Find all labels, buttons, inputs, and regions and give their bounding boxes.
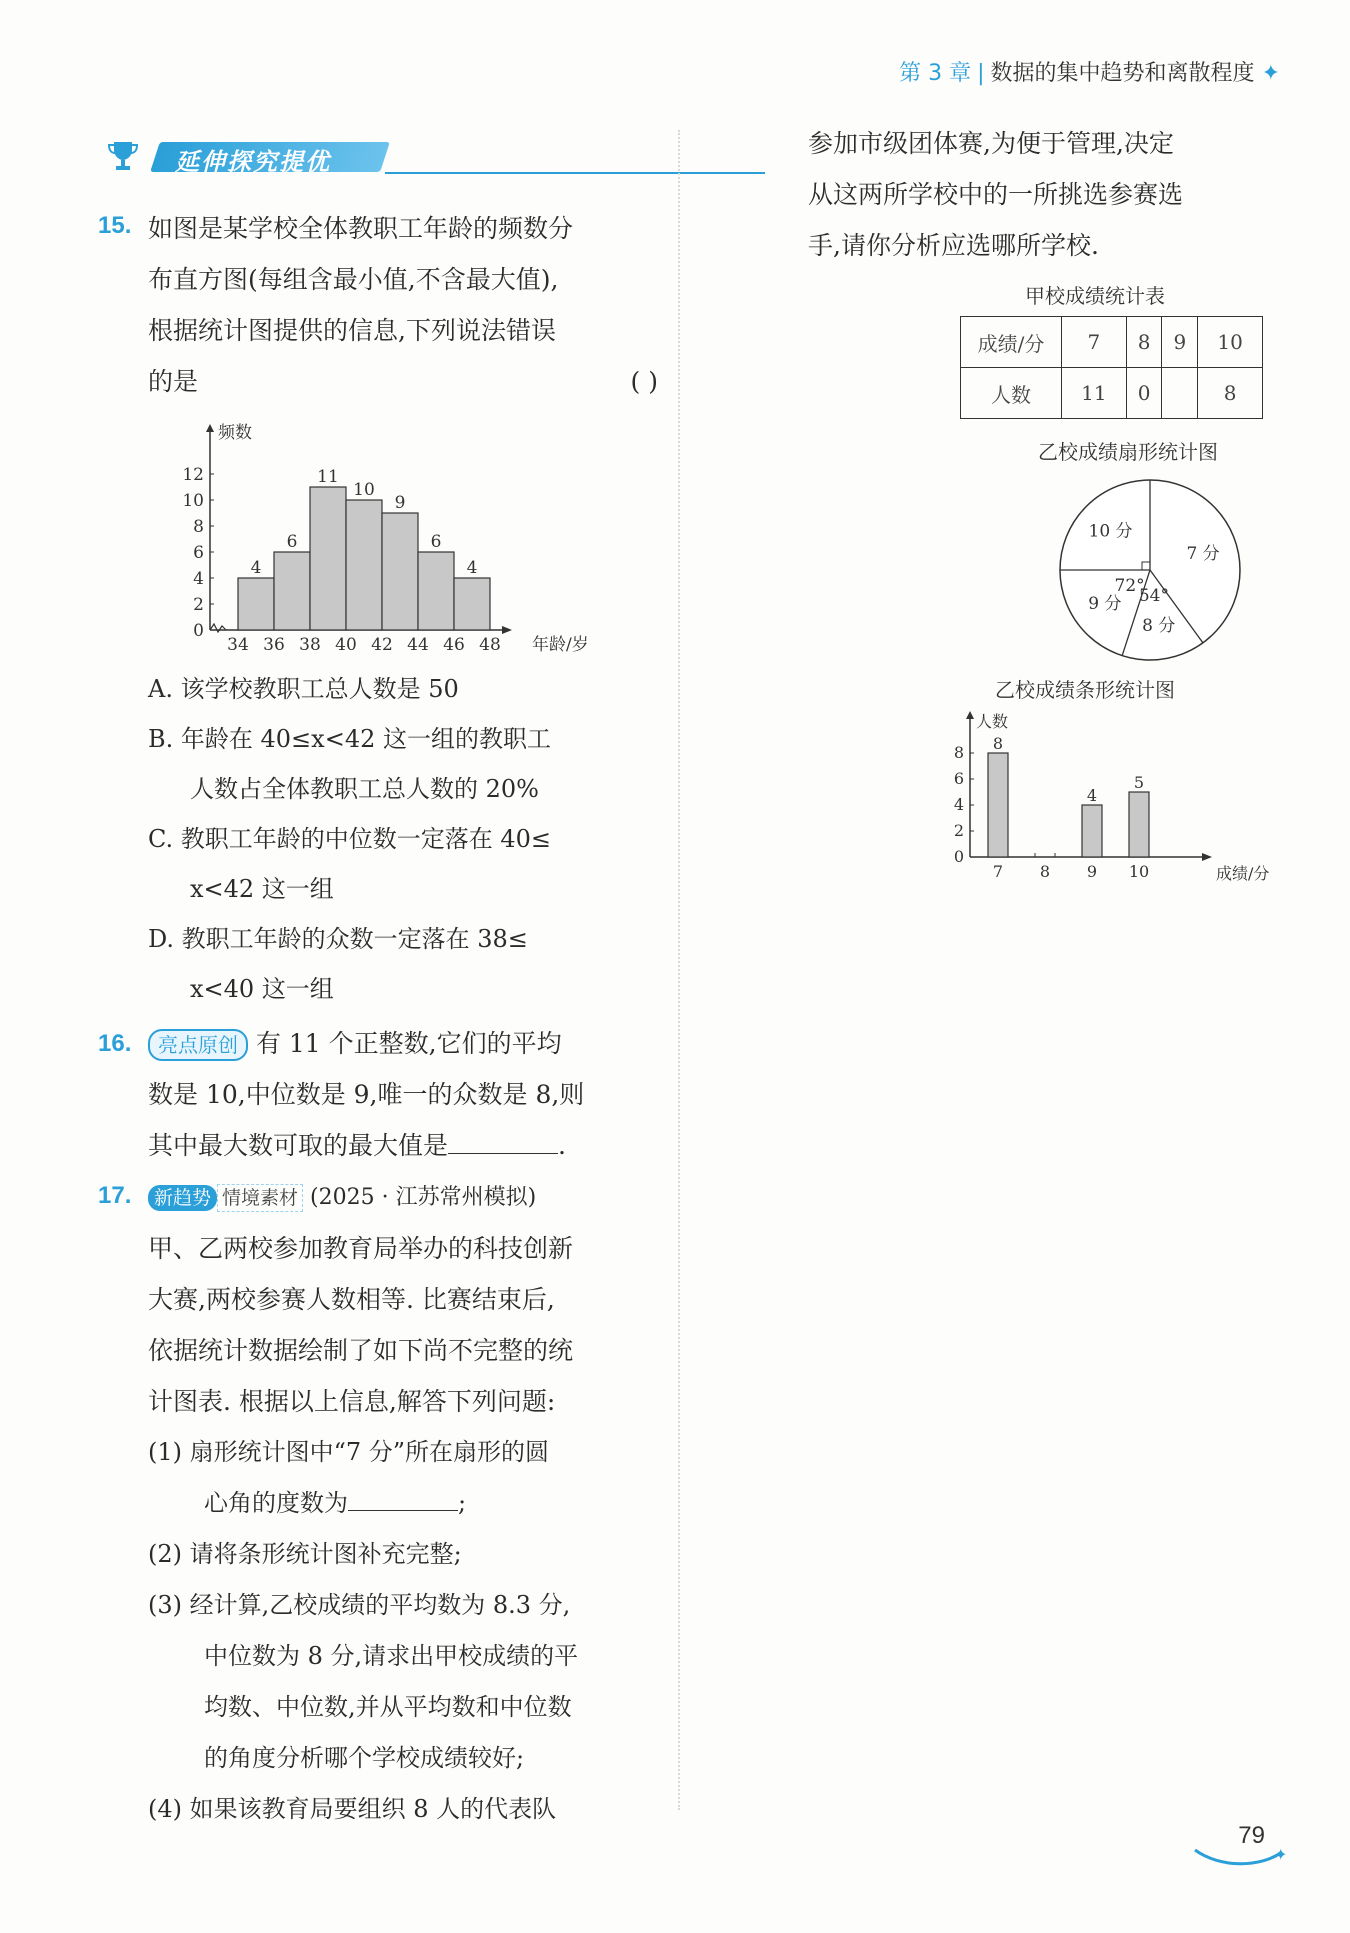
part-2: (2) 请将条形统计图补充完整; (148, 1540, 462, 1568)
part-1: (1) 扇形统计图中“7 分”所在扇形的圆 心角的度数为 ; (148, 1438, 550, 1517)
y-tick-label: 0 (193, 621, 204, 641)
x-axis-label: 成绩/分 (1216, 864, 1270, 883)
table-cell: 10 (1198, 317, 1263, 368)
bar (988, 753, 1008, 857)
trend-tag: 新趋势 (148, 1185, 217, 1211)
bar-value-label: 10 (353, 480, 375, 500)
pie-slice-label: 7 分 (1186, 543, 1220, 564)
question-number-17: 17. (98, 1182, 132, 1209)
bar-value-label: 6 (286, 532, 298, 552)
bar-value-label: 9 (394, 493, 406, 513)
y-tick-label: 6 (193, 543, 204, 563)
page-number: 79 (1238, 1822, 1265, 1849)
sparkle-icon: ✦ (1261, 61, 1280, 86)
section-title: 延伸探究提优 (175, 148, 331, 176)
y-axis-arrow (966, 711, 974, 719)
part-3: (3) 经计算,乙校成绩的平均数为 8.3 分, 中位数为 8 分,请求出甲校成绩的平 均数、中位数,并从平均数和中位数 的角度分析哪个学校成绩较好; (148, 1591, 579, 1772)
jia-score-table (960, 316, 1263, 419)
answer-blank[interactable] (448, 1123, 558, 1154)
yi-pie-chart (1050, 470, 1250, 670)
table-cell: 人数 (961, 368, 1062, 419)
table-cell: 成绩/分 (961, 317, 1062, 368)
bar-value-label: 5 (1133, 773, 1145, 792)
stem-line: 如图是某学校全体教职工年龄的频数分 (148, 214, 574, 243)
pie-chart-title: 乙校成绩扇形统计图 (1038, 440, 1218, 464)
option-b[interactable]: B. 年龄在 40≤x<42 这一组的教职工 人数占全体教职工总人数的 20% (148, 725, 551, 803)
original-tag: 亮点原创 (148, 1029, 248, 1061)
bar-value-label: 11 (317, 467, 339, 487)
question-15-stem (148, 203, 658, 407)
stem-line: 的是 ( ) (148, 356, 658, 407)
histogram-bar (346, 500, 382, 630)
option-c[interactable]: C. 教职工年龄的中位数一定落在 40≤ x<42 这一组 (148, 825, 552, 903)
y-tick-label: 8 (193, 517, 204, 537)
pie-slice-label: 8 分 (1142, 616, 1176, 637)
x-tick-label: 42 (371, 635, 393, 652)
table-cell: 8 (1126, 317, 1162, 368)
x-axis-label: 年龄/岁 (532, 635, 589, 652)
histogram-bar (454, 578, 490, 630)
bar-value-label: 4 (250, 558, 262, 578)
table-row (961, 368, 1263, 419)
question-17-stem: 新趋势 情境素材 (2025 · 江苏常州模拟) 甲、乙两校参加教育局举办的科技创新 大赛,两校参赛人数相等. 比赛结束后, 依据统计数据绘制了如下尚不完整的统 计图表. 根据以上信息,解答下列问题: (148, 1185, 574, 1416)
option-a[interactable]: A. 该学校教职工总人数是 50 (148, 675, 459, 703)
svg-text:✦: ✦ (1274, 1845, 1288, 1864)
y-tick-label: 8 (953, 743, 964, 762)
chapter-label: 第 3 章 (899, 61, 972, 86)
y-tick-label: 10 (182, 491, 204, 511)
table-cell: 7 (1062, 317, 1127, 368)
trophy-icon (105, 138, 141, 174)
histogram-bar (418, 552, 454, 630)
bar-value-label: 8 (992, 734, 1004, 753)
part-4: (4) 如果该教育局要组织 8 人的代表队 (148, 1795, 557, 1823)
pie-angle-label: 54° (1138, 585, 1170, 606)
histogram-bar (274, 552, 310, 630)
y-axis-label: 频数 (218, 423, 252, 443)
x-tick-label: 8 (1039, 862, 1051, 881)
y-tick-label: 4 (193, 569, 204, 589)
table-header-row (961, 317, 1263, 368)
bar-chart-title: 乙校成绩条形统计图 (995, 678, 1175, 702)
table-cell: 11 (1062, 368, 1127, 419)
column-divider (678, 130, 680, 1810)
x-tick-label: 48 (479, 635, 501, 652)
question-15-options (148, 664, 668, 1014)
pie-slice-label: 10 分 (1088, 521, 1133, 542)
table-cell: 9 (1162, 317, 1198, 368)
histogram-bar (310, 487, 346, 630)
x-tick-label: 44 (407, 635, 429, 652)
question-number-15: 15. (98, 212, 132, 239)
chapter-title: 数据的集中趋势和离散程度 (990, 61, 1255, 86)
x-tick-label: 46 (443, 635, 465, 652)
table-cell-empty[interactable] (1162, 368, 1198, 419)
source-label: (2025 · 江苏常州模拟) (310, 1185, 537, 1210)
option-d[interactable]: D. 教职工年龄的众数一定落在 38≤ x<40 这一组 (148, 925, 528, 1003)
bar-value-label: 4 (1086, 786, 1098, 805)
bar (1082, 805, 1102, 857)
y-axis-arrow (206, 424, 214, 432)
answer-bracket: ( ) (630, 367, 658, 396)
bar-value-label: 4 (466, 558, 478, 578)
yi-bar-chart (930, 705, 1270, 895)
section-banner (105, 138, 665, 178)
stem-line: 根据统计图提供的信息,下列说法错误 (148, 316, 556, 345)
bar-value-label: 6 (430, 532, 442, 552)
question-17-continued: 参加市级团体赛,为便于管理,决定 从这两所学校中的一所挑选参赛选 手,请你分析应选哪所学校. (808, 129, 1184, 260)
y-tick-label: 2 (953, 821, 964, 840)
x-axis-arrow (1202, 853, 1212, 861)
x-tick-label: 34 (227, 635, 249, 652)
x-tick-label: 10 (1128, 862, 1150, 881)
header-separator: | (977, 61, 985, 86)
context-tag: 情境素材 (217, 1184, 303, 1212)
histogram-bar (382, 513, 418, 630)
axis-break (210, 624, 226, 632)
table-cell: 8 (1198, 368, 1263, 419)
histogram-bar (238, 578, 274, 630)
question-17-parts (148, 1427, 668, 1835)
y-axis-label: 人数 (976, 712, 1009, 731)
y-tick-label: 2 (193, 595, 204, 615)
running-header (899, 56, 1280, 87)
table-title: 甲校成绩统计表 (1025, 284, 1165, 308)
x-axis-arrow (502, 626, 512, 634)
page-swoosh-icon (1190, 1838, 1290, 1868)
pie-slice-label: 9 分 (1088, 593, 1122, 614)
x-tick-label: 7 (992, 862, 1004, 881)
question-16-stem: 亮点原创 有 11 个正整数,它们的平均 数是 10,中位数是 9,唯一的众数是 8,则 其中最大数可取的最大值是 . (148, 1029, 585, 1160)
bar (1129, 792, 1149, 857)
age-histogram (180, 412, 620, 652)
question-number-16: 16. (98, 1030, 132, 1057)
pie-angle-label: 72° (1114, 575, 1145, 596)
stem-line: 布直方图(每组含最小值,不含最大值), (148, 265, 559, 294)
y-tick-label: 4 (953, 795, 964, 814)
x-tick-label: 36 (263, 635, 285, 652)
answer-blank[interactable] (348, 1480, 458, 1511)
x-tick-label: 38 (299, 635, 321, 652)
banner-underline (385, 172, 765, 174)
y-tick-label: 6 (953, 769, 964, 788)
y-tick-label: 12 (182, 465, 204, 485)
table-cell: 0 (1126, 368, 1162, 419)
x-tick-label: 40 (335, 635, 357, 652)
x-tick-label: 9 (1086, 862, 1098, 881)
y-tick-label: 0 (953, 847, 964, 866)
